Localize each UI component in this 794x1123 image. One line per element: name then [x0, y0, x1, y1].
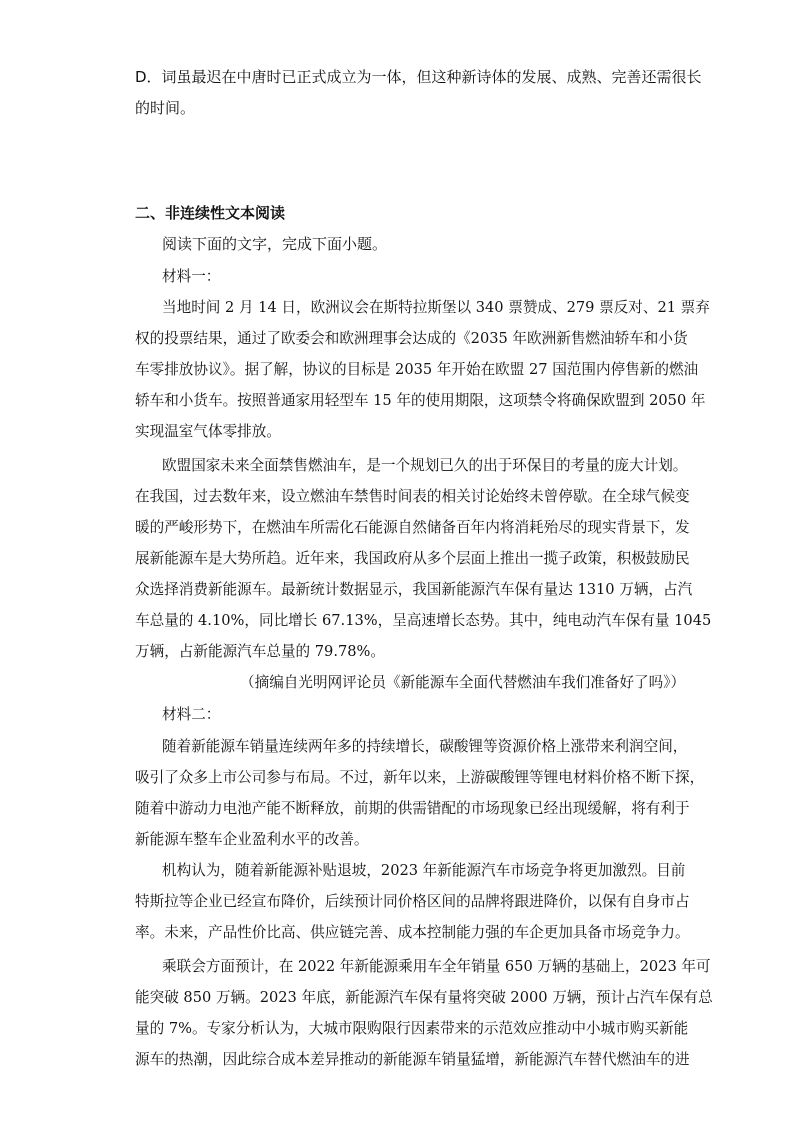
material2-p2-line-2: [135, 892, 690, 912]
text-run: 轿车和小货车。按照普通家用轻型车 15 年的使用期限，这项禁令将确保欧盟到 2050 年: [135, 392, 706, 409]
text-run: 随着新能源车销量连续两年多的持续增长，碳酸锂等资源价格上涨带来利润空间，: [162, 738, 688, 755]
text-run: 源车的热潮，因此综合成本差异推动的新能源车销量猛增，新能源汽车替代燃油车的进: [135, 1051, 690, 1068]
text-run: 量的 7%。专家分析认为，大城市限购限行因素带来的示范效应推动中小城市购买新能: [135, 1020, 689, 1037]
option-d-text-1: D．词虽最迟在中唐时已正式成立为一体，但这种新诗体的发展、成熟、完善还需很长: [135, 68, 702, 86]
text-run: 随着中游动力电池产能不断释放，前期的供需错配的市场现象已经出现缓解，将有利于: [135, 800, 690, 817]
material1-p2-line-3: [135, 518, 690, 538]
material1-p2-line-1: [162, 456, 688, 476]
text-run: 特斯拉等企业已经宣布降价，后续预计同价格区间的品牌将跟进降价，以保有自身市占: [135, 893, 690, 910]
material2-p3-line-1: [162, 957, 711, 977]
text-run: 在我国，过去数年来，设立燃油车禁售时间表的相关讨论始终未曾停歇。在全球气候变: [135, 488, 690, 505]
material1-p2-line-4: [135, 549, 690, 569]
text-run: 乘联会方面预计，在 2022 年新能源乘用车全年销量 650 万辆的基础上，2023 年可: [162, 958, 711, 975]
material2-p3-line-3: [135, 1019, 689, 1039]
text-run: 吸引了众多上市公司参与布局。不过，新年以来，上游碳酸锂等锂电材料价格不断下探，: [135, 769, 705, 786]
material1-label: 材料一：: [162, 268, 221, 285]
text-run: 当地时间 2 月 14 日，欧洲议会在斯特拉斯堡以 340 票赞成、279 票反对、21 票弃: [162, 299, 710, 316]
text-run: 暖的严峻形势下，在燃油车所需化石能源自然储备百年内将消耗殆尽的现实背景下，发: [135, 519, 690, 536]
text-run: 率。未来，产品性价比高、供应链完善、成本控制能力强的车企更加具备市场竞争力。: [135, 924, 690, 941]
material1-p1-line-3: [135, 360, 699, 380]
material2-p1-line-2: [135, 768, 705, 788]
text-run: 欧盟国家未来全面禁售燃油车，是一个规划已久的出于环保目的考量的庞大计划。: [162, 457, 688, 474]
material1-p1-line-5: 实现温室气体零排放。: [135, 423, 281, 440]
material1-p1-line-4: [135, 391, 706, 411]
material2-p1-line-4: 新能源车整车企业盈利水平的改善。: [135, 831, 369, 848]
material1-p2-line-6: [135, 611, 712, 631]
option-d-line-2: 的时间。: [135, 99, 196, 117]
section-instruction: 阅读下面的文字，完成下面小题。: [162, 235, 388, 253]
text-run: 车总量的 4.10%，同比增长 67.13%，呈高速增长态势。其中，纯电动汽车保有量 1045: [135, 612, 712, 629]
text-run: 权的投票结果，通过了欧委会和欧洲理事会达成的《2035 年欧洲新售燃油轿车和小货: [135, 330, 688, 347]
material1-p1-line-1: [162, 298, 710, 318]
material2-p3-line-2: [135, 988, 713, 1008]
material1-source: （摘编自光明网评论员《新能源车全面代替燃油车我们准备好了吗》）: [240, 674, 686, 691]
section-heading: 二、非连续性文本阅读: [135, 204, 286, 222]
text-run: 机构认为，随着新能源补贴退坡，2023 年新能源汽车市场竞争将更加激烈。目前: [162, 862, 686, 879]
material1-p2-line-5: [135, 580, 693, 600]
text-run: 展新能源车是大势所趋。近年来，我国政府从多个层面上推出一揽子政策，积极鼓励民: [135, 550, 690, 567]
material2-p1-line-3: [135, 799, 690, 819]
option-d-line-1: [135, 67, 702, 87]
material2-p3-line-4: [135, 1050, 690, 1070]
text-run: 能突破 850 万辆。2023 年底，新能源汽车保有量将突破 2000 万辆，预计占汽车保有总: [135, 989, 713, 1006]
material1-p2-line-2: [135, 487, 690, 507]
material1-p2-line-7: 万辆，占新能源汽车总量的 79.78%。: [135, 643, 386, 660]
material2-label: 材料二：: [162, 706, 221, 723]
text-run: 众选择消费新能源车。最新统计数据显示，我国新能源汽车保有量达 1310 万辆，占汽: [135, 581, 693, 598]
material1-p1-line-2: [135, 329, 688, 349]
material2-p2-line-3: [135, 923, 690, 943]
material2-p1-line-1: [162, 737, 688, 757]
material2-p2-line-1: [162, 861, 686, 881]
text-run: 车零排放协议》。据了解，协议的目标是 2035 年开始在欧盟 27 国范围内停售新的燃油: [135, 361, 699, 378]
